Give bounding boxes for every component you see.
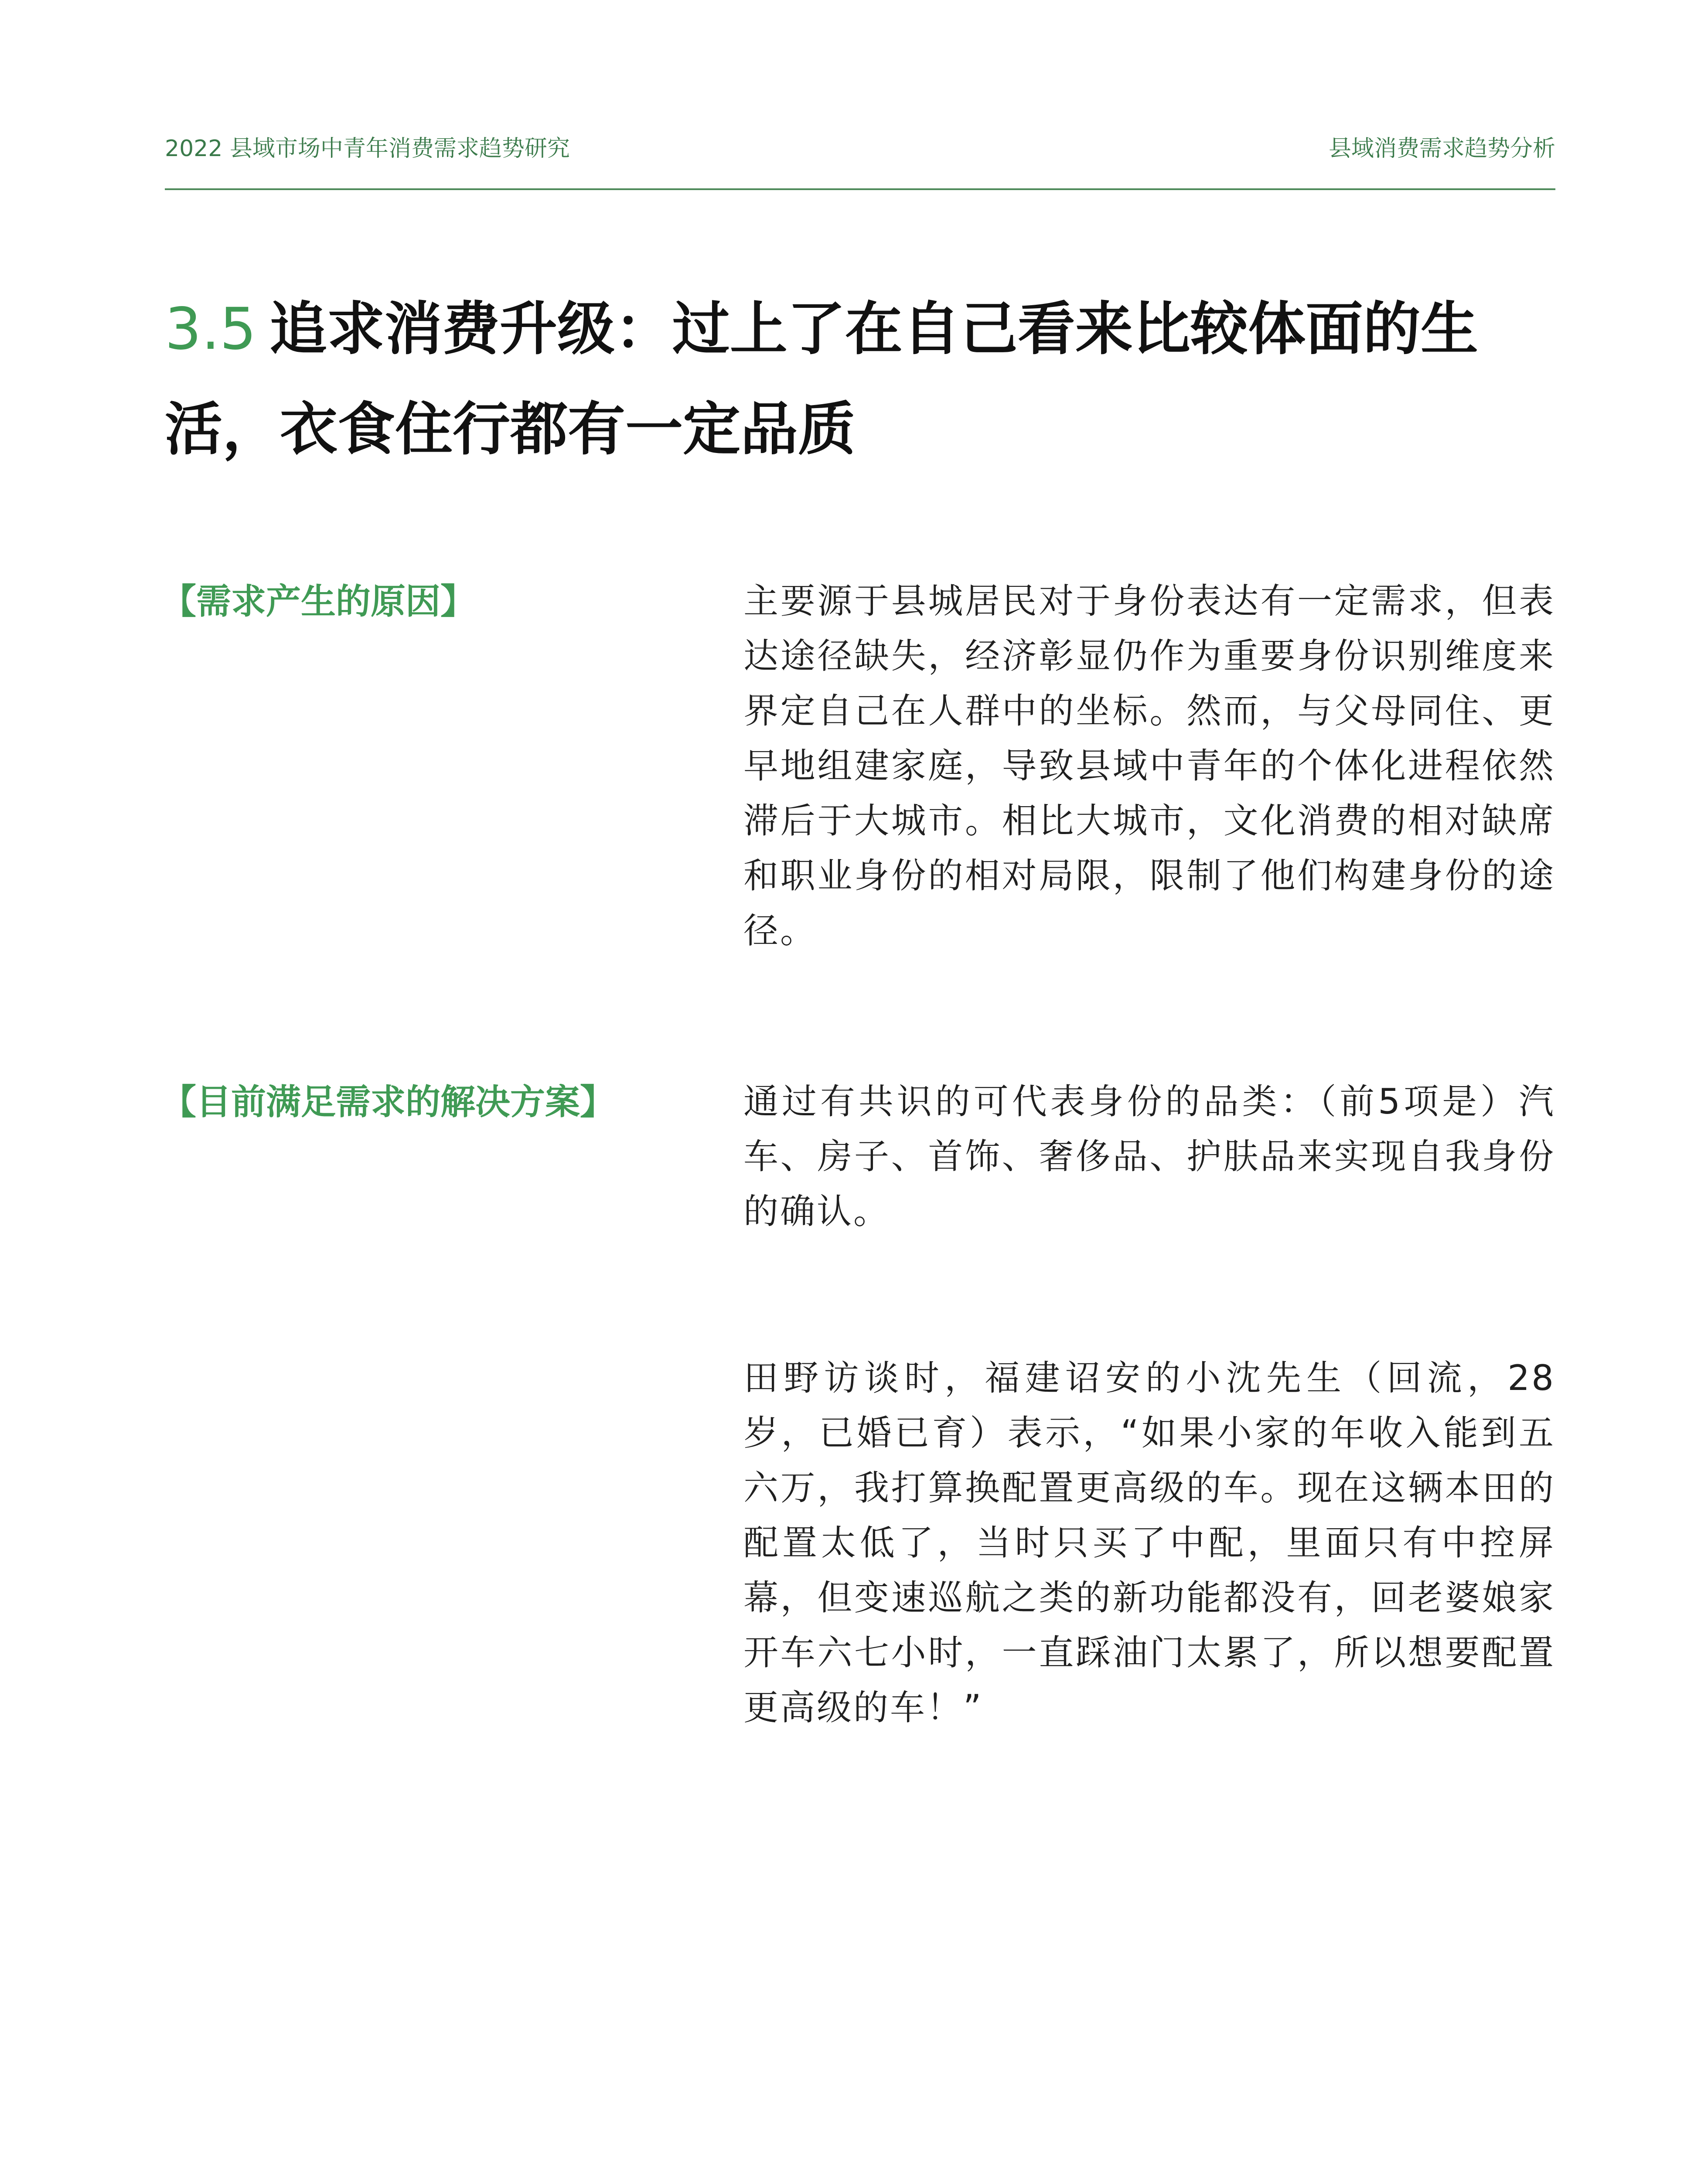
- section-number: 3.5: [165, 296, 256, 363]
- header-report-title: 2022 县域市场中青年消费需求趋势研究: [165, 136, 570, 162]
- header-divider: [165, 188, 1555, 190]
- paragraph-demand-cause: 主要源于县城居民对于身份表达有一定需求，但表达途径缺失，经济彰显仍作为重要身份识别维度来界定自己在人群中的坐标。然而，与父母同住、更早地组建家庭，导致县域中青年的个体化进程依然滞后于大城市。相比大城市，文化消费的相对缺席和职业身份的相对局限，限制了他们构建身份的途径。: [743, 581, 1555, 951]
- page-title: [165, 279, 1555, 480]
- header-section-title: 县域消费需求趋势分析: [1328, 136, 1555, 162]
- label-current-solution: 【目前满足需求的解决方案】: [161, 1082, 615, 1122]
- paragraph-current-solution: 通过有共识的可代表身份的品类：（前5项是）汽车、房子、首饰、奢侈品、护肤品来实现自我身份的确认。: [743, 1081, 1555, 1232]
- section-heading: 追求消费升级：过上了在自己看来比较体面的生活，衣食住行都有一定品质: [165, 296, 1478, 463]
- label-demand-cause: 【需求产生的原因】: [161, 581, 475, 622]
- paragraph-field-interview-quote: 田野访谈时，福建诏安的小沈先生（回流，28岁，已婚已育）表示，“如果小家的年收入能到五六万，我打算换配置更高级的车。现在这辆本田的配置太低了，当时只买了中配，里面只有中控屏幕，但变速巡航之类的新功能都没有，回老婆娘家开车六七小时，一直踩油门太累了，所以想要配置更高级的车！”: [743, 1358, 1555, 1728]
